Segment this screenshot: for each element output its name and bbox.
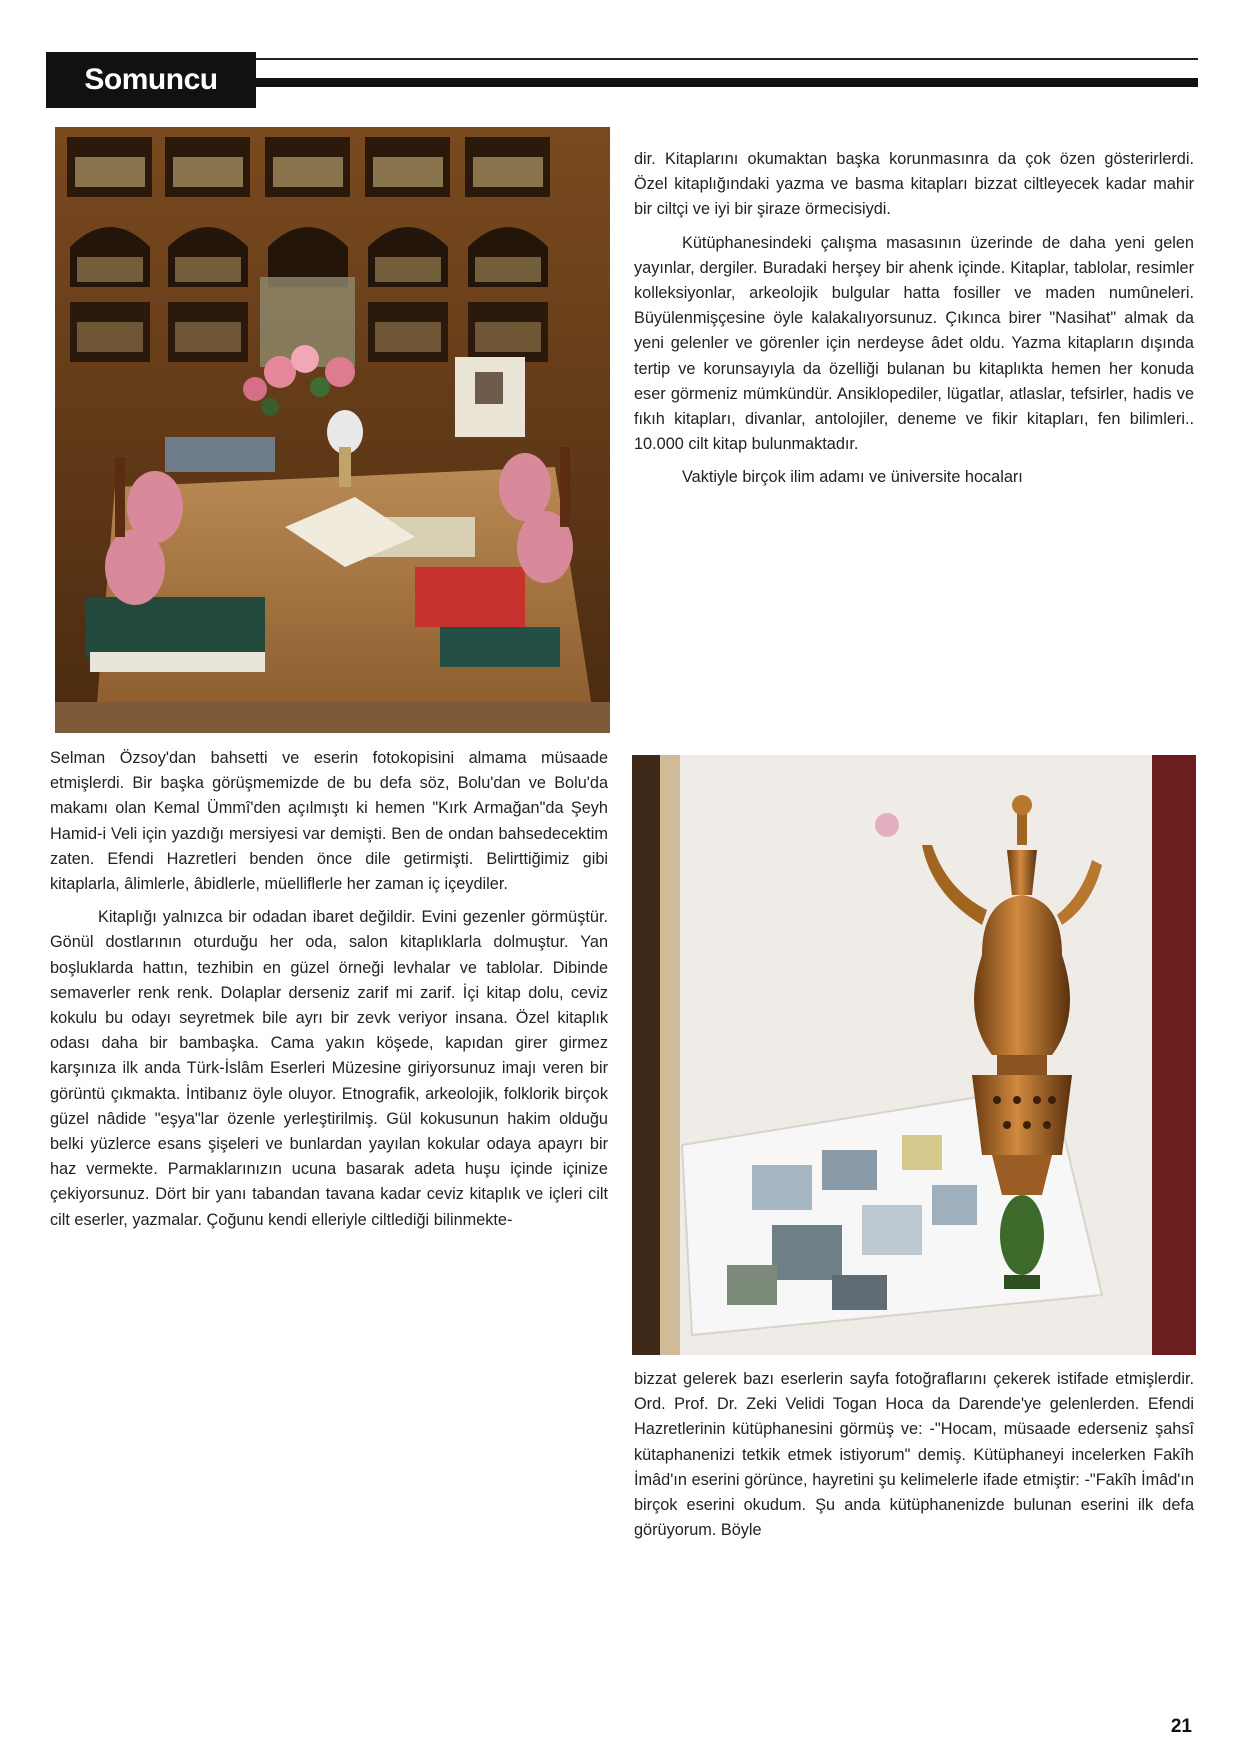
paragraph: dir. Kitaplarını okumaktan başka korunmasınra da çok özen gösterirlerdi. Özel kitaplığındaki yazma ve basma kitapları bizzat ciltleyecek kadar mahir bir ciltçi ve iyi bir şiraze örmecisiydi. (634, 150, 1194, 219)
paragraph: Selman Özsoy'dan bahsetti ve eserin fotokopisini almama müsaade etmişlerdi. Bir başka görüşmemizde de bu defa söz, Bolu'dan ve Bolu'da makamı olan Kemal Ümmî'den açılmıştı ki hemen "Kırk Armağan"da Şeyh Hamid-i Veli için yazdığı mersiyesi var demişti. Ben de ondan bahsedecektim zaten. Efendi Hazretleri benden önce dile getirmişti. Belirttiğimiz gibi kitaplarla, âlimlerle, âbidlerle, müelliflerle her zaman iç içeydiler. (50, 749, 608, 894)
header-rule-thin (256, 58, 1198, 60)
article-text-right-bottom (634, 1367, 1194, 1551)
article-text-right-top (634, 147, 1194, 499)
ewer-photo-illustration (632, 755, 1196, 1355)
paragraph: Kütüphanesindeki çalışma masasının üzerinde de daha yeni gelen yayınlar, dergiler. Buradaki herşey bir ahenk içinde. Kitaplar, tablolar, resimler kolleksiyonlar, arkeolojik bulgular hatta fosiller ve maden numûneleri. Büyülenmişçesine öyle kalakalıyorsunuz. Çıkınca birer "Nasihat" almak da yeni gelenler ve görenler için nerdeyse âdet oldu. Yazma kitapların dışında tertip ve korunsayıyla da özelliği bulanan bu kitaplıkta hemen her konuda eser görmeniz mümkündür. Ansiklopediler, lügatlar, atlaslar, tefsirler, hadis ve fıkıh kitapları, divanlar, antolojiler, deneme ve fikir kitapları, fen bilimleri.. 10.000 cilt kitap bulunmaktadır. (634, 233, 1194, 454)
paragraph: bizzat gelerek bazı eserlerin sayfa fotoğraflarını çekerek istifade etmişlerdir. Ord. Prof. Dr. Zeki Velidi Togan Hoca da Darende'ye gelenlerden. Efendi Hazretlerinin kütüphanesini görmüş ve: -"Hocam, müsaade ederseniz şahsî kütaphanenizi tetkik etmek istiyorum" demiş. Kütüphaneyi incelerken Fakîh İmâd'ın eserini görünce, hayretini şu kelimelerle ifade etmiştir: -"Fakîh İmâd'ın birçok eserini okudum. Şu anda kütüphanenizde bulunan eserini ilk defa görüyorum. Böyle (634, 1370, 1194, 1540)
ewer-photo (632, 755, 1196, 1355)
article-text-left (50, 746, 608, 1241)
library-photo-illustration (55, 127, 610, 733)
magazine-header (46, 52, 1198, 108)
paragraph: Kitaplığı yalnızca bir odadan ibaret değildir. Evini gezenler görmüştür. Gönül dostlarının oturduğu her oda, salon kitaplıklarla dolmuştur. Yan boşluklarda hattın, tezhibin en güzel örneği levhalar ve tablolar. Dibinde semaverler renk renk. Dolaplar derseniz zarif mi zarif. İçi kitap dolu, ceviz kokulu bu odayı seyretmek bile ayrı bir zevk veriyor insana. Özel kitaplık odası daha bir bambaşka. Cama yakın köşede, kapıdan girer girmez karşınıza ilk anda Türk-İslâm Eserleri Müzesine giriyorsunuz imajı veren bir görüntü çıkmakta. İntibanız öyle oluyor. Etnografik, arkeolojik, folklorik birçok güzel nâdide "eşya"lar özenle yerleştirilmiş. Gül kokusunun hakim olduğu belki yüzlerce esans şişeleri ve bunlardan yayılan kokular odaya apayrı bir haz vermekte. Parmaklarınızın ucuna basarak adeta huşu içinde içinize çekiyorsunuz. Dört bir yanı tabandan tavana kadar ceviz kitaplık ve içleri cilt cilt eserler, yazmalar. Çoğunu kendi elleriyle ciltlediği bilinmekte- (50, 908, 608, 1229)
header-rule-thick (256, 78, 1198, 87)
paragraph: Vaktiyle birçok ilim adamı ve üniversite hocaları (682, 468, 1023, 487)
library-photo (55, 127, 610, 733)
magazine-title: Somuncu (46, 52, 256, 108)
page-number: 21 (1170, 1716, 1192, 1737)
